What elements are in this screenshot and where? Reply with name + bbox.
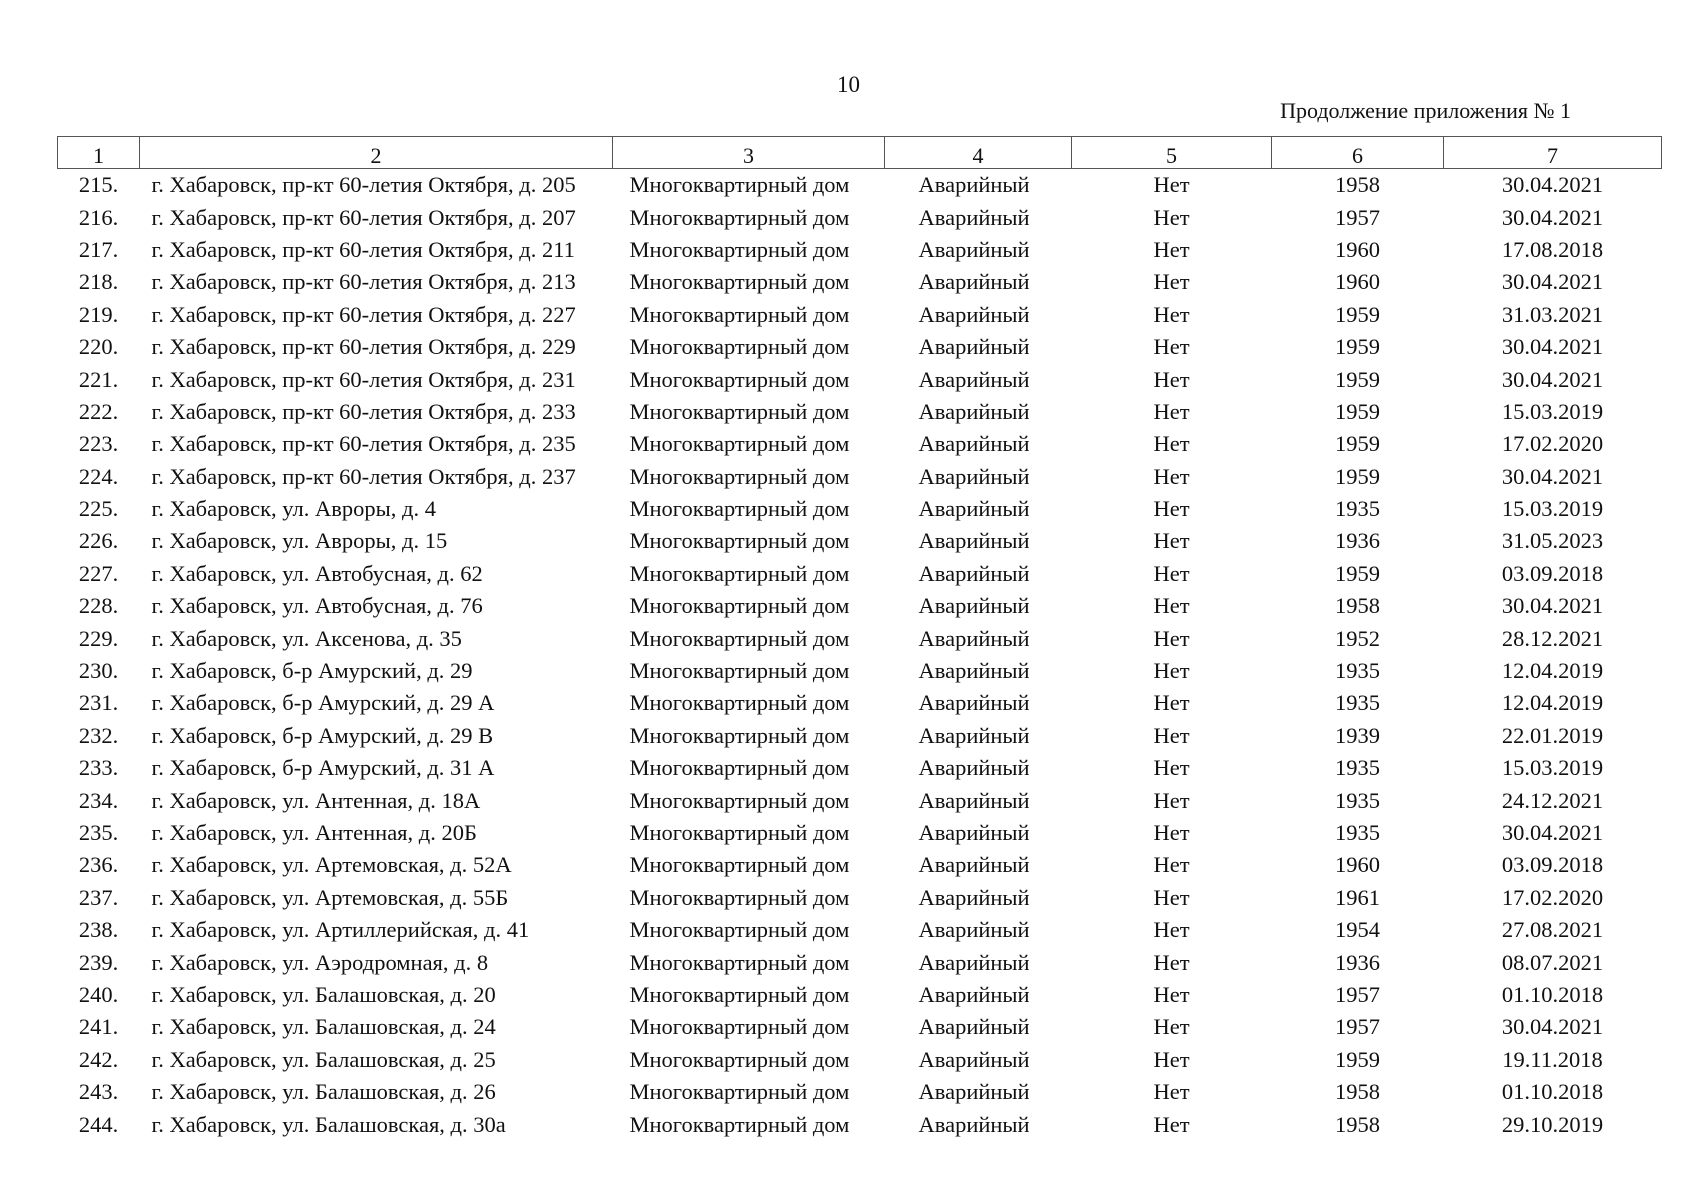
condition-cell: Аварийный	[918, 917, 1030, 943]
flag-cell: Нет	[1153, 528, 1190, 554]
flag-cell: Нет	[1153, 625, 1190, 651]
year-cell: 1952	[1335, 625, 1380, 651]
flag-cell: Нет	[1153, 884, 1190, 910]
flag-cell: Нет	[1153, 366, 1190, 392]
flag-cell: Нет	[1153, 949, 1190, 975]
condition-cell: Аварийный	[918, 658, 1030, 684]
date-cell: 30.04.2021	[1501, 172, 1604, 198]
table-row	[58, 331, 1662, 363]
condition-cell: Аварийный	[918, 1079, 1030, 1105]
row-number: 238.	[78, 917, 119, 943]
address-cell: г. Хабаровск, ул. Балашовская, д. 20	[151, 981, 496, 1007]
table-row	[58, 525, 1662, 557]
table-row	[58, 1044, 1662, 1076]
building-type-cell: Многоквартирный дом	[629, 949, 850, 975]
building-type-cell: Многоквартирный дом	[629, 172, 850, 198]
date-cell: 31.05.2023	[1501, 528, 1604, 554]
year-cell: 1959	[1335, 398, 1380, 424]
date-cell: 29.10.2019	[1501, 1111, 1604, 1137]
row-number: 226.	[78, 528, 119, 554]
building-type-cell: Многоквартирный дом	[629, 625, 850, 651]
table-row	[58, 720, 1662, 752]
address-cell: г. Хабаровск, ул. Авроры, д. 4	[151, 496, 436, 522]
flag-cell: Нет	[1153, 690, 1190, 716]
flag-cell: Нет	[1153, 1046, 1190, 1072]
row-number: 225.	[78, 496, 119, 522]
row-number: 228.	[78, 593, 119, 619]
row-number: 232.	[78, 722, 119, 748]
address-cell: г. Хабаровск, пр-кт 60-летия Октября, д. 231	[151, 366, 576, 392]
row-number: 240.	[78, 981, 119, 1007]
condition-cell: Аварийный	[918, 690, 1030, 716]
table-row	[58, 590, 1662, 622]
building-type-cell: Многоквартирный дом	[629, 852, 850, 878]
building-type-cell: Многоквартирный дом	[629, 981, 850, 1007]
building-type-cell: Многоквартирный дом	[629, 1111, 850, 1137]
flag-cell: Нет	[1153, 172, 1190, 198]
address-cell: г. Хабаровск, ул. Балашовская, д. 30а	[151, 1111, 506, 1137]
flag-cell: Нет	[1153, 852, 1190, 878]
table-row	[58, 428, 1662, 460]
year-cell: 1959	[1335, 366, 1380, 392]
year-cell: 1960	[1335, 236, 1380, 262]
condition-cell: Аварийный	[918, 820, 1030, 845]
table-row	[58, 1108, 1662, 1140]
date-cell: 17.08.2018	[1501, 236, 1604, 262]
table-row	[58, 849, 1662, 881]
address-cell: г. Хабаровск, пр-кт 60-летия Октября, д. 229	[151, 334, 576, 360]
building-type-cell: Многоквартирный дом	[629, 236, 850, 262]
flag-cell: Нет	[1153, 1111, 1190, 1137]
address-cell: г. Хабаровск, ул. Артемовская, д. 55Б	[151, 884, 509, 910]
table-row	[58, 234, 1662, 266]
table-row	[58, 882, 1662, 914]
row-number: 234.	[78, 787, 119, 813]
row-number: 230.	[78, 658, 119, 684]
building-type-cell: Многоквартирный дом	[629, 658, 850, 684]
address-cell: г. Хабаровск, б-р Амурский, д. 29 А	[151, 690, 495, 716]
table-row	[58, 493, 1662, 525]
row-number: 218.	[78, 269, 119, 295]
row-number: 242.	[78, 1046, 119, 1072]
date-cell: 30.04.2021	[1501, 593, 1604, 619]
table-row	[58, 299, 1662, 331]
year-cell: 1935	[1335, 496, 1380, 522]
row-number: 239.	[78, 949, 119, 975]
building-type-cell: Многоквартирный дом	[629, 334, 850, 360]
flag-cell: Нет	[1153, 204, 1190, 230]
year-cell: 1959	[1335, 431, 1380, 457]
year-cell: 1954	[1335, 917, 1380, 943]
table-row	[58, 1011, 1662, 1043]
condition-cell: Аварийный	[918, 1111, 1030, 1137]
building-type-cell: Многоквартирный дом	[629, 1046, 850, 1072]
table-row	[58, 946, 1662, 978]
date-cell: 24.12.2021	[1501, 787, 1604, 813]
date-cell: 30.04.2021	[1501, 463, 1604, 489]
condition-cell: Аварийный	[918, 366, 1030, 392]
building-type-cell: Многоквартирный дом	[629, 560, 850, 586]
year-cell: 1957	[1335, 981, 1380, 1007]
address-cell: г. Хабаровск, ул. Автобусная, д. 76	[151, 593, 483, 619]
year-cell: 1939	[1335, 722, 1380, 748]
column-header-5: 5	[1072, 137, 1272, 169]
building-type-cell: Многоквартирный дом	[629, 820, 850, 845]
row-number: 219.	[78, 301, 119, 327]
date-cell: 30.04.2021	[1501, 269, 1604, 295]
year-cell: 1960	[1335, 269, 1380, 295]
address-cell: г. Хабаровск, пр-кт 60-летия Октября, д. 207	[151, 204, 576, 230]
condition-cell: Аварийный	[918, 884, 1030, 910]
date-cell: 30.04.2021	[1501, 366, 1604, 392]
flag-cell: Нет	[1153, 334, 1190, 360]
year-cell: 1935	[1335, 787, 1380, 813]
condition-cell: Аварийный	[918, 204, 1030, 230]
year-cell: 1935	[1335, 820, 1380, 845]
address-cell: г. Хабаровск, пр-кт 60-летия Октября, д. 227	[151, 301, 576, 327]
condition-cell: Аварийный	[918, 172, 1030, 198]
address-cell: г. Хабаровск, ул. Балашовская, д. 24	[151, 1014, 496, 1040]
address-cell: г. Хабаровск, ул. Авроры, д. 15	[151, 528, 448, 554]
building-type-cell: Многоквартирный дом	[629, 722, 850, 748]
table-row	[58, 622, 1662, 654]
year-cell: 1935	[1335, 658, 1380, 684]
address-cell: г. Хабаровск, ул. Аэродромная, д. 8	[151, 949, 489, 975]
building-type-cell: Многоквартирный дом	[629, 593, 850, 619]
row-number: 221.	[78, 366, 119, 392]
flag-cell: Нет	[1153, 1014, 1190, 1040]
date-cell: 27.08.2021	[1501, 917, 1604, 943]
flag-cell: Нет	[1153, 917, 1190, 943]
address-cell: г. Хабаровск, пр-кт 60-летия Октября, д. 213	[151, 269, 576, 295]
table-row	[58, 363, 1662, 395]
building-type-cell: Многоквартирный дом	[629, 884, 850, 910]
row-number: 241.	[78, 1014, 119, 1040]
flag-cell: Нет	[1153, 981, 1190, 1007]
building-type-cell: Многоквартирный дом	[629, 269, 850, 295]
address-cell: г. Хабаровск, б-р Амурский, д. 29	[151, 658, 473, 684]
building-type-cell: Многоквартирный дом	[629, 1079, 850, 1105]
row-number: 215.	[78, 172, 119, 198]
condition-cell: Аварийный	[918, 334, 1030, 360]
table-row	[58, 396, 1662, 428]
address-cell: г. Хабаровск, пр-кт 60-летия Октября, д. 235	[151, 431, 576, 457]
table-row	[58, 558, 1662, 590]
table-row	[58, 461, 1662, 493]
condition-cell: Аварийный	[918, 787, 1030, 813]
year-cell: 1959	[1335, 301, 1380, 327]
date-cell: 30.04.2021	[1501, 334, 1604, 360]
date-cell: 15.03.2019	[1501, 496, 1604, 522]
year-cell: 1959	[1335, 334, 1380, 360]
flag-cell: Нет	[1153, 722, 1190, 748]
condition-cell: Аварийный	[918, 560, 1030, 586]
condition-cell: Аварийный	[918, 625, 1030, 651]
year-cell: 1961	[1335, 884, 1380, 910]
building-type-cell: Многоквартирный дом	[629, 366, 850, 392]
condition-cell: Аварийный	[918, 1014, 1030, 1040]
row-number: 231.	[78, 690, 119, 716]
year-cell: 1936	[1335, 949, 1380, 975]
housing-table-container	[57, 136, 1661, 1141]
building-type-cell: Многоквартирный дом	[629, 528, 850, 554]
year-cell: 1936	[1335, 528, 1380, 554]
date-cell: 17.02.2020	[1501, 431, 1604, 457]
condition-cell: Аварийный	[918, 949, 1030, 975]
building-type-cell: Многоквартирный дом	[629, 917, 850, 943]
condition-cell: Аварийный	[918, 463, 1030, 489]
address-cell: г. Хабаровск, б-р Амурский, д. 29 В	[151, 722, 494, 748]
appendix-title: Продолжение приложения № 1	[1280, 98, 1571, 123]
date-cell: 28.12.2021	[1501, 625, 1604, 651]
date-cell: 30.04.2021	[1501, 204, 1604, 230]
condition-cell: Аварийный	[918, 496, 1030, 522]
row-number: 222.	[78, 398, 119, 424]
table-row	[58, 687, 1662, 719]
page-number: 10	[837, 72, 860, 97]
flag-cell: Нет	[1153, 593, 1190, 619]
row-number: 227.	[78, 560, 119, 586]
date-cell: 12.04.2019	[1501, 658, 1604, 684]
address-cell: г. Хабаровск, пр-кт 60-летия Октября, д. 205	[151, 172, 576, 198]
date-cell: 17.02.2020	[1501, 884, 1604, 910]
table-row	[58, 1076, 1662, 1108]
column-header-2: 2	[140, 137, 613, 169]
table-row	[58, 266, 1662, 298]
address-cell: г. Хабаровск, пр-кт 60-летия Октября, д. 237	[151, 463, 576, 489]
year-cell: 1959	[1335, 1046, 1380, 1072]
date-cell: 30.04.2021	[1501, 1014, 1604, 1040]
building-type-cell: Многоквартирный дом	[629, 463, 850, 489]
row-number: 233.	[78, 755, 119, 781]
condition-cell: Аварийный	[918, 269, 1030, 295]
building-type-cell: Многоквартирный дом	[629, 690, 850, 716]
date-cell: 08.07.2021	[1501, 949, 1604, 975]
flag-cell: Нет	[1153, 431, 1190, 457]
year-cell: 1958	[1335, 1079, 1380, 1105]
condition-cell: Аварийный	[918, 236, 1030, 262]
condition-cell: Аварийный	[918, 593, 1030, 619]
year-cell: 1935	[1335, 690, 1380, 716]
date-cell: 01.10.2018	[1501, 1079, 1604, 1105]
condition-cell: Аварийный	[918, 301, 1030, 327]
building-type-cell: Многоквартирный дом	[629, 787, 850, 813]
address-cell: г. Хабаровск, ул. Аксенова, д. 35	[151, 625, 462, 651]
flag-cell: Нет	[1153, 560, 1190, 586]
table-row	[58, 752, 1662, 784]
row-number: 224.	[78, 463, 119, 489]
date-cell: 01.10.2018	[1501, 981, 1604, 1007]
flag-cell: Нет	[1153, 463, 1190, 489]
condition-cell: Аварийный	[918, 528, 1030, 554]
building-type-cell: Многоквартирный дом	[629, 204, 850, 230]
table-row	[58, 817, 1662, 849]
year-cell: 1958	[1335, 593, 1380, 619]
column-header-3: 3	[613, 137, 885, 169]
row-number: 244.	[78, 1111, 119, 1137]
table-row	[58, 914, 1662, 946]
building-type-cell: Многоквартирный дом	[629, 1014, 850, 1040]
building-type-cell: Многоквартирный дом	[629, 398, 850, 424]
row-number: 216.	[78, 204, 119, 230]
date-cell: 15.03.2019	[1501, 755, 1604, 781]
building-type-cell: Многоквартирный дом	[629, 755, 850, 781]
address-cell: г. Хабаровск, ул. Балашовская, д. 26	[151, 1079, 496, 1105]
flag-cell: Нет	[1153, 787, 1190, 813]
flag-cell: Нет	[1153, 1079, 1190, 1105]
address-cell: г. Хабаровск, ул. Балашовская, д. 25	[151, 1046, 496, 1072]
address-cell: г. Хабаровск, ул. Антенная, д. 20Б	[151, 820, 477, 845]
table-body	[58, 169, 1662, 1141]
year-cell: 1958	[1335, 1111, 1380, 1137]
row-number: 220.	[78, 334, 119, 360]
address-cell: г. Хабаровск, ул. Автобусная, д. 62	[151, 560, 483, 586]
address-cell: г. Хабаровск, ул. Артемовская, д. 52А	[151, 852, 512, 878]
row-number: 217.	[78, 236, 119, 262]
building-type-cell: Многоквартирный дом	[629, 431, 850, 457]
row-number: 235.	[78, 820, 119, 845]
address-cell: г. Хабаровск, пр-кт 60-летия Октября, д. 233	[151, 398, 576, 424]
condition-cell: Аварийный	[918, 852, 1030, 878]
year-cell: 1959	[1335, 463, 1380, 489]
table-row	[58, 655, 1662, 687]
date-cell: 03.09.2018	[1501, 560, 1604, 586]
year-cell: 1935	[1335, 755, 1380, 781]
year-cell: 1960	[1335, 852, 1380, 878]
condition-cell: Аварийный	[918, 755, 1030, 781]
year-cell: 1959	[1335, 560, 1380, 586]
row-number: 223.	[78, 431, 119, 457]
column-header-6: 6	[1272, 137, 1444, 169]
condition-cell: Аварийный	[918, 431, 1030, 457]
condition-cell: Аварийный	[918, 722, 1030, 748]
row-number: 237.	[78, 884, 119, 910]
address-cell: г. Хабаровск, ул. Артиллерийская, д. 41	[151, 917, 530, 943]
housing-table	[57, 136, 1662, 1141]
address-cell: г. Хабаровск, ул. Антенная, д. 18А	[151, 787, 481, 813]
year-cell: 1957	[1335, 1014, 1380, 1040]
flag-cell: Нет	[1153, 755, 1190, 781]
condition-cell: Аварийный	[918, 981, 1030, 1007]
column-header-4: 4	[885, 137, 1072, 169]
year-cell: 1958	[1335, 172, 1380, 198]
flag-cell: Нет	[1153, 269, 1190, 295]
condition-cell: Аварийный	[918, 398, 1030, 424]
row-number: 229.	[78, 625, 119, 651]
table-row	[58, 169, 1662, 202]
column-header-1: 1	[58, 137, 140, 169]
address-cell: г. Хабаровск, б-р Амурский, д. 31 А	[151, 755, 495, 781]
flag-cell: Нет	[1153, 398, 1190, 424]
date-cell: 03.09.2018	[1501, 852, 1604, 878]
table-header-row	[58, 137, 1662, 169]
flag-cell: Нет	[1153, 301, 1190, 327]
building-type-cell: Многоквартирный дом	[629, 496, 850, 522]
flag-cell: Нет	[1153, 236, 1190, 262]
column-header-7: 7	[1444, 137, 1662, 169]
date-cell: 19.11.2018	[1502, 1046, 1603, 1072]
row-number: 243.	[78, 1079, 119, 1105]
row-number: 236.	[78, 852, 119, 878]
date-cell: 22.01.2019	[1501, 722, 1604, 748]
year-cell: 1957	[1335, 204, 1380, 230]
flag-cell: Нет	[1153, 496, 1190, 522]
address-cell: г. Хабаровск, пр-кт 60-летия Октября, д. 211	[151, 236, 575, 262]
date-cell: 31.03.2021	[1501, 301, 1604, 327]
date-cell: 15.03.2019	[1501, 398, 1604, 424]
date-cell: 12.04.2019	[1501, 690, 1604, 716]
flag-cell: Нет	[1153, 820, 1190, 845]
flag-cell: Нет	[1153, 658, 1190, 684]
table-row	[58, 979, 1662, 1011]
date-cell: 30.04.2021	[1501, 820, 1604, 845]
building-type-cell: Многоквартирный дом	[629, 301, 850, 327]
table-row	[58, 201, 1662, 233]
table-row	[58, 784, 1662, 816]
condition-cell: Аварийный	[918, 1046, 1030, 1072]
